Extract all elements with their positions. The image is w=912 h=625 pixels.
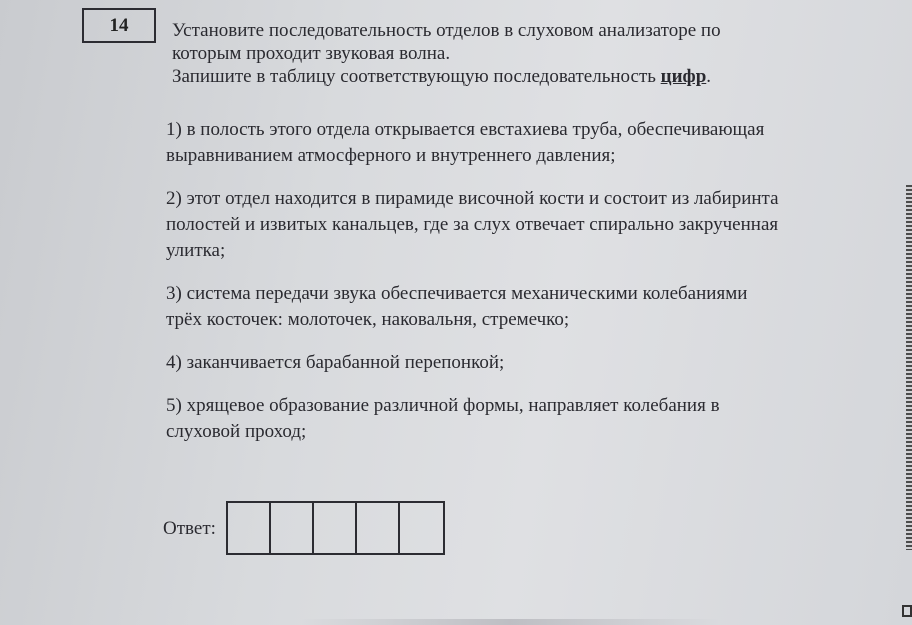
answer-section [163,501,445,555]
instruction-suffix: . [706,66,712,87]
option-text: трёх косточек: молоточек, наковальня, стремечко; [166,309,570,330]
option-item-2 [166,186,886,264]
question-line-2: которым проходит звуковая волна. [172,43,451,64]
answer-label: Ответ: [163,518,216,539]
option-text: 2) этот отдел находится в пирамиде височной кости и состоит из лабиринта [166,188,779,209]
option-text: 4) заканчивается барабанной перепонкой; [166,352,505,373]
option-item-3 [166,281,886,333]
option-text: 5) хрящевое образование различной формы, направляет колебания в [166,395,720,416]
answer-grid [226,501,445,555]
option-item-4 [166,350,886,376]
answer-cell-1[interactable] [228,503,271,553]
option-text: улитка; [166,240,226,261]
task-number: 14 [109,14,129,36]
answer-cell-4[interactable] [357,503,400,553]
page-edge-barcode [906,185,912,550]
option-text: выравниванием атмосферного и внутреннего давления; [166,145,616,166]
option-item-5 [166,393,886,445]
option-text: 1) в полость этого отдела открывается евстахиева труба, обеспечивающая [166,119,765,140]
option-item-1 [166,117,886,169]
instruction-emphasis: цифр [660,66,707,87]
instruction-prefix: Запишите в таблицу соответствующую последовательность [172,66,661,87]
instruction-line [172,65,832,88]
answer-cell-5[interactable] [400,503,443,553]
answer-cell-2[interactable] [271,503,314,553]
question-line-1: Установите последовательность отделов в слуховом анализаторе по [172,20,721,41]
answer-cell-3[interactable] [314,503,357,553]
option-text: полостей и извитых канальцев, где за слух отвечает спирально закрученная [166,214,779,235]
corner-marker-icon [902,605,912,617]
option-text: слуховой проход; [166,421,307,442]
options-list [166,117,886,462]
option-text: 3) система передачи звука обеспечивается механическими колебаниями [166,283,748,304]
task-number-box [82,8,156,43]
footer-text-blurred [300,619,720,625]
task-question [172,19,832,88]
